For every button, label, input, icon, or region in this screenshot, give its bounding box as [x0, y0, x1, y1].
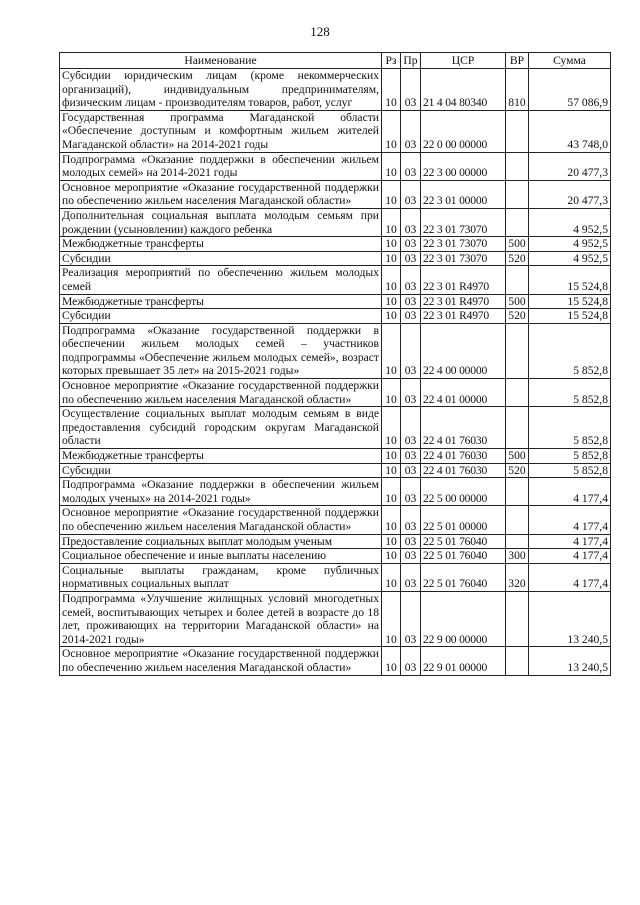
header-name: Наименование — [60, 53, 382, 69]
row-sum: 4 177,4 — [529, 506, 611, 534]
row-sum: 4 177,4 — [529, 534, 611, 549]
budget-table — [59, 52, 611, 676]
table-row — [60, 563, 611, 591]
row-rz: 10 — [382, 309, 401, 324]
row-vr: 500 — [506, 294, 529, 309]
row-vr — [506, 266, 529, 294]
row-csr: 22 4 01 76030 — [421, 407, 506, 449]
row-pr: 03 — [401, 237, 421, 252]
table-row — [60, 266, 611, 294]
row-name: Субсидии — [60, 251, 382, 266]
row-rz: 10 — [382, 180, 401, 208]
table-row — [60, 549, 611, 564]
row-pr: 03 — [401, 208, 421, 236]
row-vr — [506, 152, 529, 180]
row-pr: 03 — [401, 251, 421, 266]
row-sum: 4 177,4 — [529, 478, 611, 506]
row-name: Подпрограмма «Оказание поддержки в обеспечении жильем молодых ученых» на 2014-2021 годы» — [60, 478, 382, 506]
row-vr: 520 — [506, 251, 529, 266]
row-pr: 03 — [401, 323, 421, 378]
row-rz: 10 — [382, 379, 401, 407]
row-csr: 22 5 00 00000 — [421, 478, 506, 506]
row-sum: 4 952,5 — [529, 208, 611, 236]
row-sum: 4 952,5 — [529, 237, 611, 252]
row-name: Подпрограмма «Улучшение жилищных условий многодетных семей, воспитывающих четырех и более детей в возрасте до 18 лет, проживающих на территории Магаданской области» на 2014-2021 годы» — [60, 591, 382, 646]
row-rz: 10 — [382, 407, 401, 449]
table-row — [60, 478, 611, 506]
row-rz: 10 — [382, 208, 401, 236]
row-rz: 10 — [382, 563, 401, 591]
row-csr: 22 5 01 76040 — [421, 563, 506, 591]
row-rz: 10 — [382, 266, 401, 294]
row-name: Осуществление социальных выплат молодым семьям в виде предоставления субсидий городским округам Магаданской области — [60, 407, 382, 449]
header-csr: ЦСР — [421, 53, 506, 69]
table-row — [60, 449, 611, 464]
header-vr: ВР — [506, 53, 529, 69]
row-csr: 22 9 00 00000 — [421, 591, 506, 646]
row-csr: 22 3 01 73070 — [421, 237, 506, 252]
table-row — [60, 506, 611, 534]
table-row — [60, 379, 611, 407]
table-row — [60, 208, 611, 236]
row-rz: 10 — [382, 478, 401, 506]
row-name: Государственная программа Магаданской области «Обеспечение доступным и комфортным жильем жителей Магаданской области» на 2014-2021 годы — [60, 110, 382, 152]
row-rz: 10 — [382, 449, 401, 464]
row-csr: 22 3 01 73070 — [421, 251, 506, 266]
table-row — [60, 323, 611, 378]
row-name: Межбюджетные трансферты — [60, 294, 382, 309]
row-sum: 15 524,8 — [529, 309, 611, 324]
row-pr: 03 — [401, 180, 421, 208]
row-csr: 22 4 00 00000 — [421, 323, 506, 378]
row-pr: 03 — [401, 379, 421, 407]
row-csr: 22 3 01 R4970 — [421, 309, 506, 324]
row-vr — [506, 323, 529, 378]
row-name: Основное мероприятие «Оказание государственной поддержки по обеспечению жильем населения Магаданской области» — [60, 647, 382, 675]
row-name: Основное мероприятие «Оказание государственной поддержки по обеспечению жильем населения Магаданской области» — [60, 379, 382, 407]
row-vr: 520 — [506, 309, 529, 324]
row-csr: 22 3 01 R4970 — [421, 266, 506, 294]
row-rz: 10 — [382, 110, 401, 152]
row-csr: 22 3 00 00000 — [421, 152, 506, 180]
row-sum: 13 240,5 — [529, 591, 611, 646]
row-vr: 810 — [506, 69, 529, 111]
row-sum: 43 748,0 — [529, 110, 611, 152]
row-rz: 10 — [382, 251, 401, 266]
row-name: Предоставление социальных выплат молодым ученым — [60, 534, 382, 549]
row-sum: 5 852,8 — [529, 463, 611, 478]
row-vr: 500 — [506, 237, 529, 252]
table-row — [60, 591, 611, 646]
row-pr: 03 — [401, 69, 421, 111]
row-name: Основное мероприятие «Оказание государственной поддержки по обеспечению жильем населения Магаданской области» — [60, 180, 382, 208]
row-csr: 22 3 01 00000 — [421, 180, 506, 208]
row-vr: 500 — [506, 449, 529, 464]
row-vr — [506, 110, 529, 152]
row-sum: 15 524,8 — [529, 266, 611, 294]
row-csr: 22 3 01 73070 — [421, 208, 506, 236]
row-name: Субсидии юридическим лицам (кроме некоммерческих организаций), индивидуальным предпринимателям, физическим лицам - производителям товаров, работ, услуг — [60, 69, 382, 111]
row-pr: 03 — [401, 506, 421, 534]
row-vr — [506, 506, 529, 534]
table-row — [60, 152, 611, 180]
row-rz: 10 — [382, 647, 401, 675]
row-vr: 300 — [506, 549, 529, 564]
row-pr: 03 — [401, 449, 421, 464]
row-rz: 10 — [382, 69, 401, 111]
table-row — [60, 251, 611, 266]
row-pr: 03 — [401, 647, 421, 675]
row-name: Подпрограмма «Оказание поддержки в обеспечении жильем молодых семей» на 2014-2021 годы — [60, 152, 382, 180]
row-rz: 10 — [382, 237, 401, 252]
row-sum: 20 477,3 — [529, 180, 611, 208]
row-vr — [506, 208, 529, 236]
row-name: Субсидии — [60, 463, 382, 478]
row-name: Дополнительная социальная выплата молодым семьям при рождении (усыновлении) каждого ребенка — [60, 208, 382, 236]
row-pr: 03 — [401, 591, 421, 646]
row-rz: 10 — [382, 534, 401, 549]
table-row — [60, 309, 611, 324]
table-row — [60, 69, 611, 111]
row-csr: 22 5 01 00000 — [421, 506, 506, 534]
row-pr: 03 — [401, 563, 421, 591]
row-sum: 4 177,4 — [529, 549, 611, 564]
table-row — [60, 647, 611, 675]
row-csr: 22 4 01 76030 — [421, 463, 506, 478]
row-pr: 03 — [401, 549, 421, 564]
row-sum: 13 240,5 — [529, 647, 611, 675]
row-csr: 22 4 01 00000 — [421, 379, 506, 407]
table-header-row — [60, 53, 611, 69]
row-csr: 22 3 01 R4970 — [421, 294, 506, 309]
row-sum: 5 852,8 — [529, 379, 611, 407]
row-name: Субсидии — [60, 309, 382, 324]
header-sum: Сумма — [529, 53, 611, 69]
row-csr: 22 4 01 76030 — [421, 449, 506, 464]
row-vr — [506, 647, 529, 675]
row-vr — [506, 478, 529, 506]
row-name: Основное мероприятие «Оказание государственной поддержки по обеспечению жильем населения Магаданской области» — [60, 506, 382, 534]
header-rz: Рз — [382, 53, 401, 69]
row-name: Социальные выплаты гражданам, кроме публичных нормативных социальных выплат — [60, 563, 382, 591]
table-row — [60, 407, 611, 449]
row-vr: 520 — [506, 463, 529, 478]
row-rz: 10 — [382, 463, 401, 478]
row-csr: 22 5 01 76040 — [421, 534, 506, 549]
row-name: Подпрограмма «Оказание государственной поддержки в обеспечении жильем молодых семей – участников подпрограммы «Обеспечение жильем молодых семей», возраст которых превышает 35 лет» на 2015-2021 годы» — [60, 323, 382, 378]
row-pr: 03 — [401, 463, 421, 478]
row-name: Реализация мероприятий по обеспечению жильем молодых семей — [60, 266, 382, 294]
row-pr: 03 — [401, 478, 421, 506]
row-rz: 10 — [382, 506, 401, 534]
row-pr: 03 — [401, 266, 421, 294]
row-pr: 03 — [401, 110, 421, 152]
row-pr: 03 — [401, 534, 421, 549]
row-vr: 320 — [506, 563, 529, 591]
row-sum: 57 086,9 — [529, 69, 611, 111]
header-pr: Пр — [401, 53, 421, 69]
row-rz: 10 — [382, 152, 401, 180]
row-name: Межбюджетные трансферты — [60, 449, 382, 464]
page-number: 128 — [310, 24, 330, 39]
row-rz: 10 — [382, 323, 401, 378]
row-rz: 10 — [382, 294, 401, 309]
row-sum: 4 177,4 — [529, 563, 611, 591]
row-sum: 15 524,8 — [529, 294, 611, 309]
table-row — [60, 534, 611, 549]
row-sum: 4 952,5 — [529, 251, 611, 266]
row-sum: 5 852,8 — [529, 407, 611, 449]
row-csr: 22 0 00 00000 — [421, 110, 506, 152]
row-pr: 03 — [401, 294, 421, 309]
row-name: Социальное обеспечение и иные выплаты населению — [60, 549, 382, 564]
row-csr: 21 4 04 80340 — [421, 69, 506, 111]
row-rz: 10 — [382, 549, 401, 564]
row-vr — [506, 180, 529, 208]
row-pr: 03 — [401, 407, 421, 449]
row-vr — [506, 379, 529, 407]
row-rz: 10 — [382, 591, 401, 646]
row-vr — [506, 591, 529, 646]
row-pr: 03 — [401, 309, 421, 324]
row-sum: 20 477,3 — [529, 152, 611, 180]
table-row — [60, 110, 611, 152]
row-csr: 22 5 01 76040 — [421, 549, 506, 564]
row-vr — [506, 534, 529, 549]
row-sum: 5 852,8 — [529, 449, 611, 464]
table-row — [60, 180, 611, 208]
row-csr: 22 9 01 00000 — [421, 647, 506, 675]
row-vr — [506, 407, 529, 449]
row-name: Межбюджетные трансферты — [60, 237, 382, 252]
table-row — [60, 237, 611, 252]
row-pr: 03 — [401, 152, 421, 180]
table-row — [60, 463, 611, 478]
table-row — [60, 294, 611, 309]
row-sum: 5 852,8 — [529, 323, 611, 378]
